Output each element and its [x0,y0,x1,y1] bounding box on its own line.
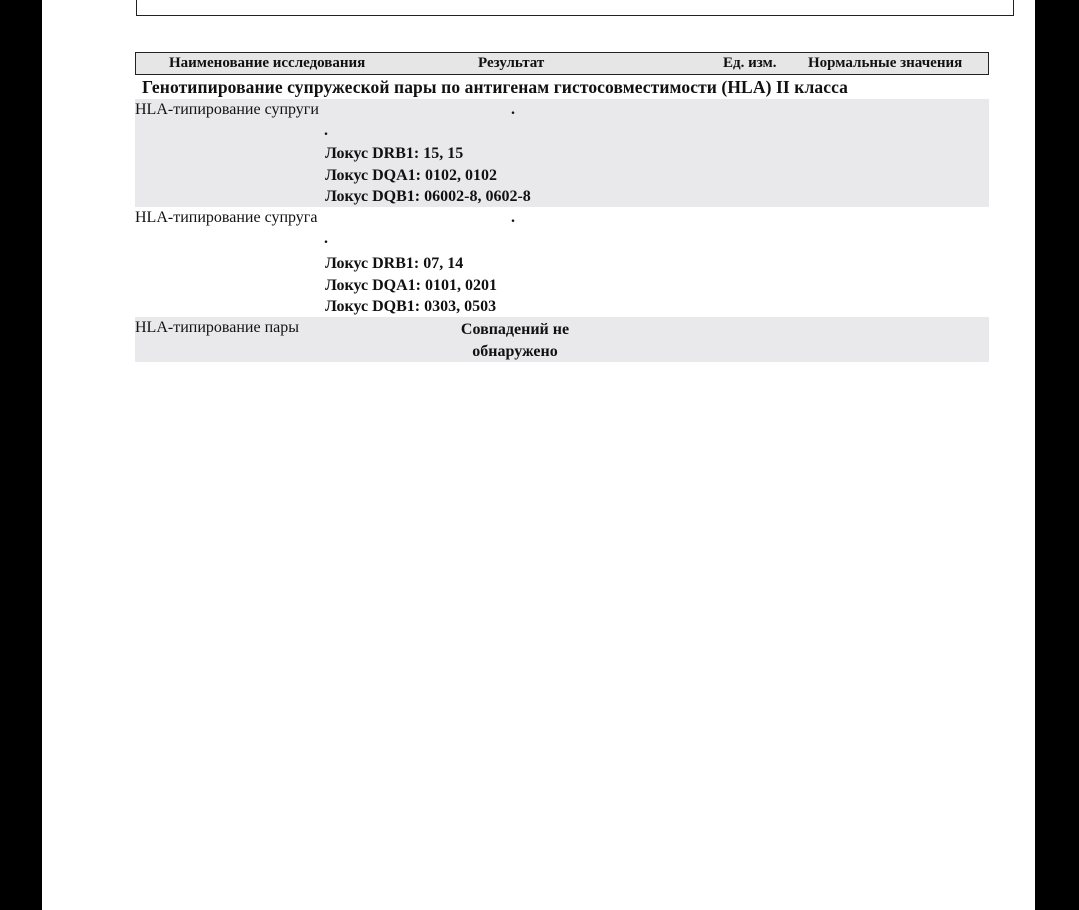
locus-line: Локус DRB1: 15, 15 [325,145,464,162]
table-row [135,207,989,317]
result-dot: . [324,122,328,139]
row-name: HLA-типирование пары [135,319,299,336]
header-name-column: Наименование исследования [169,55,366,71]
document-page [42,0,1035,910]
locus-line: Локус DQA1: 0102, 0102 [325,166,498,184]
pair-result-line: обнаружено [472,343,558,360]
row-name: HLA-типирование супруга [135,209,318,226]
locus-line: Локус DRB1: 07, 14 [325,255,464,272]
table-row [135,317,989,362]
header-result-column: Результат [478,55,545,71]
pair-result-line: Совпадений не [460,321,570,338]
locus-line: Локус DQB1: 0303, 0503 [325,298,497,315]
header-norm-column: Нормальные значения [808,55,963,71]
header-unit-column: Ед. изм. [723,55,777,71]
top-frame-box [136,0,1014,16]
table-row [135,99,989,207]
section-title: Генотипирование супружеской пары по антигенам гистосовместимости (HLA) II класса [142,77,849,97]
locus-line: Локус DQA1: 0101, 0201 [325,276,498,294]
result-dot: . [511,101,515,118]
locus-line: Локус DQB1: 06002-8, 0602-8 [325,188,531,205]
result-dot: . [511,209,515,226]
result-lines [325,143,531,208]
table-header [135,52,989,75]
row-name: HLA-типирование супруги [135,101,319,118]
result-dot: . [324,230,328,247]
result-lines [325,253,497,318]
pair-result [435,319,595,363]
